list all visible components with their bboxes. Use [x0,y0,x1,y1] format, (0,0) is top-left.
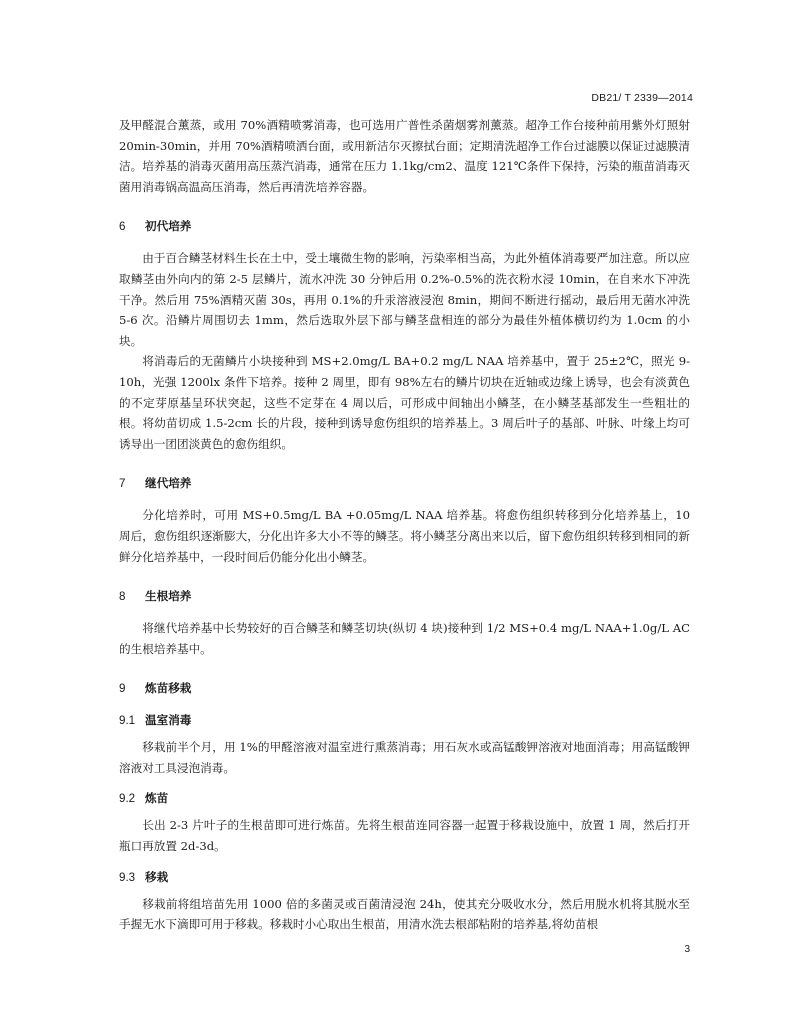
section-title: 生根培养 [145,589,192,604]
subsection-9-3-text: 移栽前将组培苗先用 1000 倍的多菌灵或百菌清浸泡 24h，使其充分吸收水分，然后用脱水机将其脱水至手握无水下滴即可用于移栽。移栽时小心取出生根苗，用清水洗去根部粘附的培养基,将幼苗根 [119,896,690,932]
section-7-heading [119,473,690,494]
subsection-title: 移栽 [145,869,169,884]
subsection-title: 温室消毒 [145,713,192,728]
subsection-9-3-heading [119,867,690,888]
section-8-paragraph-1: 将继代培养基中长势较好的百合鳞茎和鳞茎切块(纵切 4 块)接种到 1/2 MS+0.4 mg/L NAA+1.0g/L AC 的生根培养基中。 [119,621,690,656]
subsection-9-2-text: 长出 2-3 片叶子的生根苗即可进行炼苗。先将生根苗连同容器一起置于移栽设施中，放置 1 周，然后打开瓶口再放置 2d-3d。 [119,818,690,854]
intro-paragraph: 及甲醛混合薰蒸，或用 70%酒精喷雾消毒，也可选用广普性杀菌烟雾剂薰蒸。超净工作台接种前用紫外灯照射 20min-30min，并用 70%酒精喷洒台面，或用新洁尔灭擦拭台面；定期清洗超净工作台过滤膜以保证过滤膜清洁。培养基的消毒灭菌用高压蒸汽消毒，通常在压力 1.1kg/cm2、温度 121℃条件下保持，污染的瓶苗消毒灭菌用消毒锅高温高压消毒，然后再清洗培养容器。 [119,118,690,194]
document-code-header: DB21/ T 2339—2014 [591,92,693,104]
section-8-heading [119,586,690,607]
section-title: 炼苗移栽 [145,681,192,696]
subsection-number: 9.2 [119,792,136,806]
section-number: 8 [119,590,126,604]
section-6-paragraph-1: 由于百合鳞茎材料生长在土中，受土壤微生物的影响，污染率相当高，为此外植体消毒要严加注意。所以应取鳞茎由外向内的第 2-5 层鳞片，流水冲洗 30 分钟后用 0.2%-0.5%的洗衣粉水浸 10min，在自来水下冲洗干净。然后用 75%酒精灭菌 30s，再用 0.1%的升汞溶液浸泡 8min，期间不断进行摇动，最后用无菌水冲洗 5-6 次。沿鳞片周围切去 1mm，然后选取外层下部与鳞茎盘相连的部分为最佳外植体横切约为 1.0cm 的小块。 [119,251,690,348]
section-6-heading [119,216,690,237]
page-number: 3 [684,944,690,955]
subsection-title: 炼苗 [145,791,169,806]
section-9-heading [119,678,690,699]
subsection-9-2-heading [119,788,690,809]
page-content [119,115,690,935]
subsection-number: 9.1 [119,714,136,728]
section-title: 初代培养 [145,219,192,234]
section-number: 6 [119,220,126,234]
section-6-paragraph-2: 将消毒后的无菌鳞片小块接种到 MS+2.0mg/L BA+0.2 mg/L NAA 培养基中，置于 25±2℃，照光 9-10h，光强 1200lx 条件下培养。接种 2 周里，即有 98%左右的鳞片切块在近轴或边缘上诱导，也会有淡黄色的不定芽原基呈环状突起，这些不定芽在 4 周以后，可形成中间轴出小鳞茎，在小鳞茎基部发生一些粗壮的根。将幼苗切成 1.5-2cm 长的片段，接种到诱导愈伤组织的培养基上。3 周后叶子的基部、叶脉、叶缘上均可诱导出一团团淡黄色的愈伤组织。 [119,354,690,451]
section-title: 继代培养 [145,476,192,491]
subsection-number: 9.3 [119,870,136,884]
subsection-9-1-heading [119,710,690,731]
subsection-9-1-text: 移栽前半个月，用 1%的甲醛溶液对温室进行熏蒸消毒；用石灰水或高锰酸钾溶液对地面消毒；用高锰酸钾溶液对工具浸泡消毒。 [119,740,690,775]
section-number: 7 [119,477,126,491]
section-7-paragraph-1: 分化培养时，可用 MS+0.5mg/L BA +0.05mg/L NAA 培养基。将愈伤组织转移到分化培养基上，10 周后，愈伤组织逐渐膨大，分化出许多大小不等的鳞茎。将小鳞茎分离出来以后，留下愈伤组织转移到相同的新鲜分化培养基中，一段时间后仍能分化出小鳞茎。 [119,508,690,564]
section-number: 9 [119,682,126,696]
